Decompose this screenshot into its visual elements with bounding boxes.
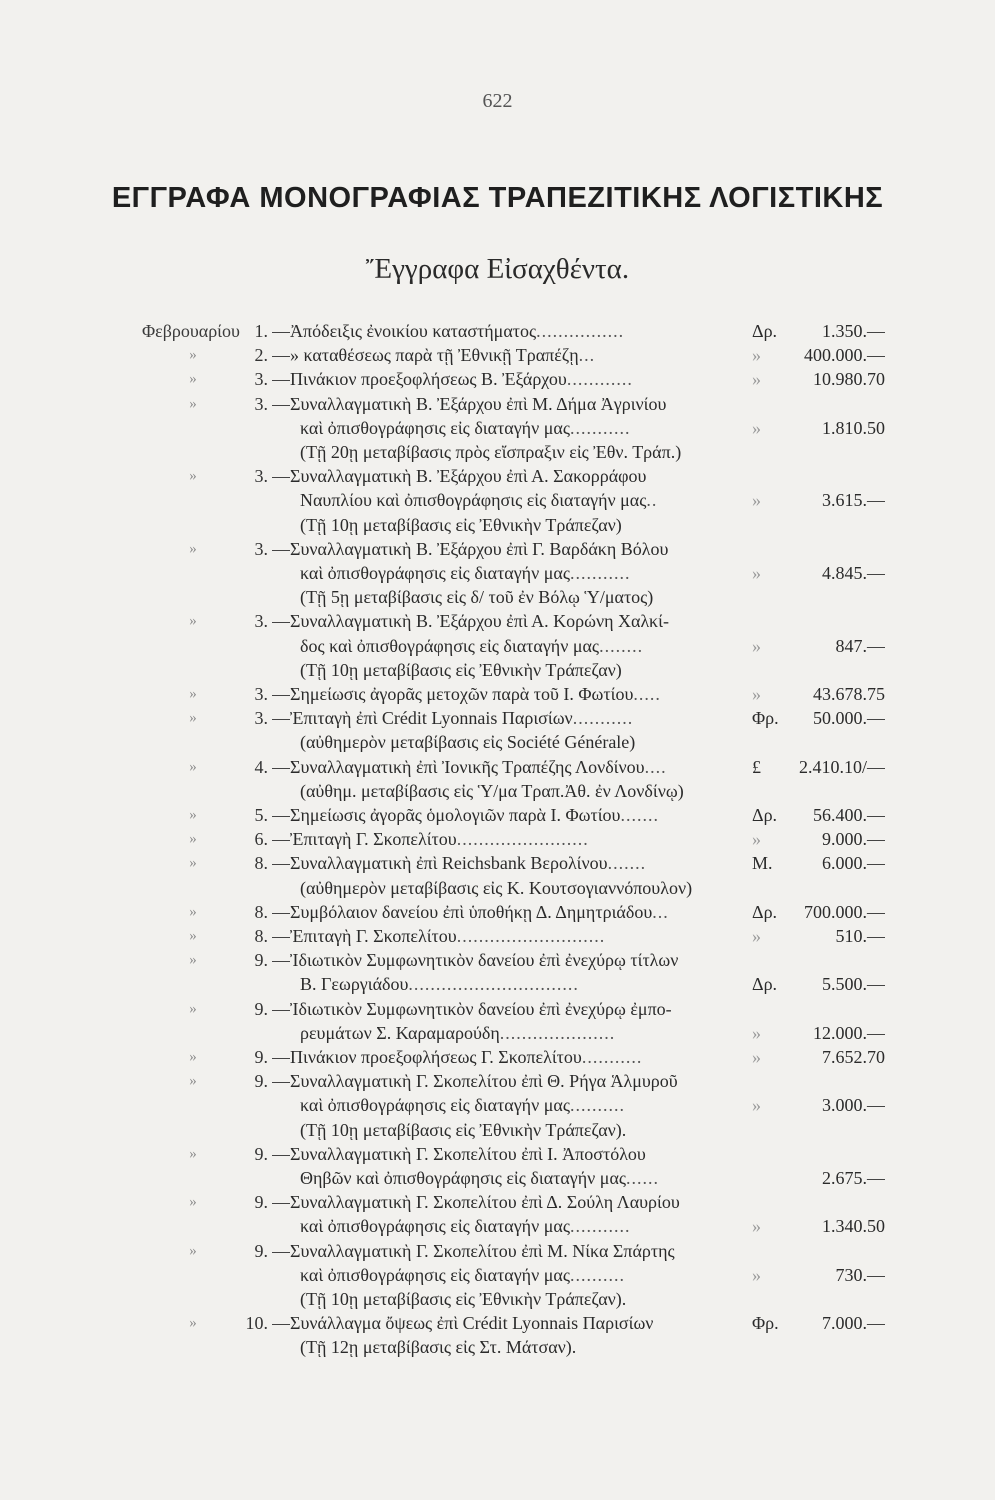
entry-description: (αὐθημερὸν μεταβίβασις εἰς Κ. Κουτσογιαννόπουλον) — [300, 877, 693, 898]
leader-dots: .. — [646, 490, 658, 511]
amount-value: 10.980.70 — [813, 369, 885, 390]
entry-description: Συναλλαγματικὴ Β. Ἐξάρχου ἐπὶ Α. Σακορράφου — [290, 466, 647, 487]
entry-number: 4. — [254, 756, 268, 777]
ditto-mark: » — [189, 1315, 197, 1332]
ditto-mark: » — [189, 686, 197, 702]
entry-dash: — — [272, 466, 290, 487]
entry-description: Ἀπόδειξις ἐνοικίου καταστήματος................ — [290, 321, 625, 341]
entry-dash: — — [272, 1143, 290, 1164]
entry-number: 9. — [254, 1240, 268, 1261]
entry-number: 9. — [254, 998, 268, 1019]
entry-number: 3. — [254, 466, 268, 487]
ditto-mark: » — [189, 613, 197, 630]
entry-dash: — — [272, 708, 290, 729]
entry-description: Β. Γεωργιάδου............................... — [300, 974, 579, 995]
currency-label: » — [752, 1022, 761, 1043]
entry-description: (αὐθημ. μεταβίβασις εἰς Ὑ/μα Τραπ.Ἀθ. ἐν Λονδίνῳ) — [300, 780, 684, 801]
amount-value: 730.— — [835, 1264, 885, 1285]
ditto-mark: » — [189, 1242, 197, 1259]
leader-dots: ... — [652, 901, 669, 922]
leader-dots: ................ — [536, 321, 625, 341]
currency-label: £ — [752, 756, 761, 777]
currency-label: » — [752, 1264, 761, 1285]
currency-label: Δρ. — [752, 805, 778, 825]
entry-description: (Τῇ 10ῃ μεταβίβασις εἰς Ἐθνικὴν Τράπεζαν) — [300, 514, 622, 535]
leader-dots: ............ — [566, 369, 633, 390]
entry-dash: — — [272, 853, 290, 874]
leader-dots: ........... — [569, 417, 631, 438]
entry-description: (Τῇ 5ῃ μεταβίβασις εἰς δ/ τοῦ ἐν Βόλῳ Ὑ/ματος) — [300, 587, 654, 608]
month-label: Φεβρουαρίου — [142, 321, 240, 341]
entry-dash: — — [272, 1192, 290, 1213]
entry-dash: — — [272, 611, 290, 632]
ditto-mark: » — [189, 1194, 197, 1211]
leader-dots: .... — [644, 756, 667, 777]
entry-dash: — — [272, 901, 290, 922]
entry-number: 9. — [254, 1192, 268, 1213]
currency-label: » — [752, 684, 761, 704]
currency-label: » — [752, 926, 761, 946]
entry-description: (Τῇ 12ῃ μεταβίβασις εἰς Στ. Μάτσαν). — [300, 1337, 577, 1358]
entry-number: 10. — [245, 1313, 268, 1334]
leader-dots: ........................... — [456, 926, 606, 946]
currency-label: Δρ. — [752, 974, 778, 995]
section-subtitle: Ἔγγραφα Εἰσαχθέντα. — [365, 253, 630, 285]
entry-description: Ἐπιταγὴ ἐπὶ Crédit Lyonnais Παρισίων........... — [290, 708, 634, 729]
entry-description: Σημείωσις ἀγορᾶς ὁμολογιῶν παρὰ Ι. Φωτίου....... — [290, 805, 659, 825]
ditto-mark: » — [189, 928, 197, 944]
entry-description: Συναλλαγματικὴ Β. Ἐξάρχου ἐπὶ Γ. Βαρδάκη Βόλου — [290, 538, 669, 559]
entry-description: καὶ ὀπισθογράφησις εἰς διαταγήν μας.......... — [300, 1095, 625, 1116]
amount-value: 1.340.50 — [822, 1216, 885, 1237]
entry-number: 9. — [254, 950, 268, 971]
entry-description: (Τῇ 10ῃ μεταβίβασις εἰς Ἐθνικὴν Τράπεζαν). — [300, 1289, 627, 1309]
leader-dots: ....... — [607, 853, 647, 874]
entry-description: Ἐπιταγὴ Γ. Σκοπελίτου........................ — [290, 829, 589, 850]
entry-number: 3. — [254, 369, 268, 390]
entry-description: καὶ ὀπισθογράφησις εἰς διαταγήν μας........... — [300, 417, 631, 438]
document-title: ΕΓΓΡΑΦΑ ΜΟΝΟΓΡΑΦΙΑΣ ΤΡΑΠΕΖΙΤΙΚΗΣ ΛΟΓΙΣΤΙΚΗΣ — [111, 182, 884, 214]
leader-dots: ..... — [633, 684, 661, 704]
entry-number: 8. — [254, 926, 268, 946]
currency-label: » — [752, 563, 761, 583]
amount-value: 7.000.— — [822, 1313, 885, 1334]
entry-number: 5. — [254, 805, 268, 825]
entry-description: Πινάκιον προεξοφλήσεως Β. Ἐξάρχου............ — [290, 369, 633, 390]
entry-description: Ναυπλίου καὶ ὀπισθογράφησις εἰς διαταγήν μας.. — [300, 490, 658, 511]
ditto-mark: » — [189, 831, 197, 848]
currency-label: » — [752, 1047, 761, 1067]
ditto-mark: » — [189, 1000, 197, 1017]
entry-number: 3. — [254, 393, 268, 414]
currency-label: Δρ. — [752, 321, 778, 341]
amount-value: 2.675.— — [822, 1168, 885, 1188]
leader-dots: ..................... — [499, 1022, 616, 1043]
leader-dots: ........... — [581, 1047, 643, 1067]
amount-value: 2.410.10/— — [798, 756, 885, 777]
entry-dash: — — [272, 829, 290, 850]
entry-dash: — — [272, 321, 290, 341]
currency-label: » — [752, 369, 761, 390]
entry-description: (Τῇ 20ῃ μεταβίβασις πρὸς εἴσπραξιν εἰς Ἐθν. Τράπ.) — [300, 442, 682, 462]
entry-description: (Τῇ 10ῃ μεταβίβασις εἰς Ἐθνικὴν Τράπεζαν). — [300, 1119, 627, 1140]
entry-description: (Τῇ 10ῃ μεταβίβασις εἰς Ἐθνικὴν Τράπεζαν) — [300, 659, 622, 680]
entry-number: 3. — [254, 611, 268, 632]
entry-dash: — — [272, 1313, 290, 1334]
ditto-mark: » — [189, 1145, 197, 1162]
leader-dots: .......... — [569, 1264, 625, 1285]
ditto-mark: » — [189, 540, 197, 557]
entry-number: 9. — [254, 1047, 268, 1067]
entry-dash: — — [272, 1240, 290, 1261]
amount-value: 12.000.— — [813, 1022, 885, 1043]
ditto-mark: » — [189, 903, 197, 920]
currency-label: Φρ. — [752, 708, 779, 729]
currency-label: » — [752, 635, 761, 656]
entry-number: 3. — [254, 684, 268, 704]
leader-dots: ........... — [569, 563, 631, 583]
entry-description: Σημείωσις ἀγορᾶς μετοχῶν παρὰ τοῦ Ι. Φωτίου..... — [290, 684, 661, 704]
ditto-mark: » — [189, 710, 197, 727]
ditto-mark: » — [189, 952, 197, 969]
leader-dots: ........................ — [456, 829, 589, 850]
currency-label: » — [752, 829, 761, 850]
entry-dash: — — [272, 1047, 290, 1067]
currency-label: » — [752, 1216, 761, 1237]
entry-description: Συμβόλαιον δανείου ἐπὶ ὑποθήκῃ Δ. Δημητριάδου... — [290, 901, 669, 922]
ditto-mark: » — [189, 855, 197, 872]
leader-dots: ........... — [572, 708, 634, 729]
entry-number: 8. — [254, 901, 268, 922]
amount-value: 4.845.— — [822, 563, 885, 583]
amount-value: 5.500.— — [822, 974, 885, 995]
amount-value: 700.000.— — [804, 901, 885, 922]
entry-dash: — — [272, 998, 290, 1019]
entry-dash: — — [272, 950, 290, 971]
entry-number: 6. — [254, 829, 268, 850]
ditto-mark: » — [189, 1073, 197, 1090]
amount-value: 400.000.— — [804, 345, 885, 366]
amount-value: 510.— — [835, 926, 885, 946]
currency-label: Φρ. — [752, 1313, 779, 1334]
ditto-mark: » — [189, 758, 197, 775]
entry-description: καὶ ὀπισθογράφησις εἰς διαταγήν μας........... — [300, 563, 631, 583]
entry-dash: — — [272, 756, 290, 777]
amount-value: 9.000.— — [822, 829, 885, 850]
entry-description: Συνάλλαγμα ὄψεως ἐπὶ Crédit Lyonnais Παρισίων — [290, 1313, 654, 1334]
entry-number: 9. — [254, 1071, 268, 1092]
leader-dots: ....... — [620, 805, 659, 825]
amount-value: 6.000.— — [822, 853, 885, 874]
entry-dash: — — [272, 684, 290, 704]
entry-description: Συναλλαγματικὴ Γ. Σκοπελίτου ἐπὶ Ι. Ἀποστόλου — [290, 1143, 646, 1164]
amount-value: 56.400.— — [813, 805, 885, 825]
entry-description: Ἰδιωτικὸν Συμφωνητικὸν δανείου ἐπὶ ἐνεχύρῳ ἐμπο- — [290, 998, 672, 1019]
amount-value: 1.810.50 — [822, 417, 885, 438]
entry-description: Θηβῶν καὶ ὀπισθογράφησις εἰς διαταγήν μας...... — [300, 1168, 660, 1188]
entry-description: Συναλλαγματικὴ Γ. Σκοπελίτου ἐπὶ Δ. Σούλη Λαυρίου — [290, 1192, 680, 1213]
leader-dots: ... — [578, 345, 596, 366]
amount-value: 3.000.— — [822, 1095, 885, 1116]
entry-description: Συναλλαγματικὴ Β. Ἐξάρχου ἐπὶ Μ. Δήμα Ἀγρινίου — [290, 393, 667, 414]
entry-number: 8. — [254, 853, 268, 874]
amount-value: 847.— — [835, 635, 885, 656]
entry-description: (αὐθημερὸν μεταβίβασις εἰς Société Générale) — [300, 732, 636, 753]
leader-dots: .......... — [569, 1095, 625, 1116]
page-number: 622 — [482, 90, 513, 112]
entry-number: 3. — [254, 708, 268, 729]
entry-description: καὶ ὀπισθογράφησις εἰς διαταγήν μας.......... — [300, 1264, 625, 1285]
entry-description: Συναλλαγματικὴ Β. Ἐξάρχου ἐπὶ Α. Κορώνη Χαλκί- — [290, 611, 669, 632]
entry-dash: — — [272, 393, 290, 414]
leader-dots: ............................... — [408, 974, 579, 995]
amount-value: 43.678.75 — [813, 684, 885, 704]
entry-description: καὶ ὀπισθογράφησις εἰς διαταγήν μας........... — [300, 1216, 631, 1237]
ditto-mark: » — [189, 395, 197, 412]
entry-dash: — — [272, 369, 290, 390]
ditto-mark: » — [189, 1049, 197, 1065]
entry-description: » καταθέσεως παρὰ τῇ Ἐθνικῇ Τραπέζῃ... — [290, 345, 596, 366]
entry-number: 2. — [254, 345, 268, 366]
ditto-mark: » — [189, 468, 197, 485]
currency-label: » — [752, 1095, 761, 1116]
ditto-mark: » — [189, 371, 197, 388]
entry-description: Ἰδιωτικὸν Συμφωνητικὸν δανείου ἐπὶ ἐνεχύρῳ τίτλων — [290, 950, 679, 971]
entry-dash: — — [272, 1071, 290, 1092]
currency-label: » — [752, 417, 761, 438]
leader-dots: ........... — [569, 1216, 631, 1237]
amount-value: 1.350.— — [822, 321, 885, 341]
entry-dash: — — [272, 926, 290, 946]
amount-value: 3.615.— — [822, 490, 885, 511]
entry-description: Συναλλαγματικὴ Γ. Σκοπελίτου ἐπὶ Θ. Ρήγα Ἁλμυροῦ — [290, 1071, 678, 1092]
entry-description: ρευμάτων Σ. Καραμαρούδη..................... — [300, 1022, 616, 1043]
amount-value: 50.000.— — [813, 708, 885, 729]
entry-dash: — — [272, 345, 290, 366]
currency-label: Δρ. — [752, 901, 778, 922]
entry-description: Συναλλαγματικὴ ἐπὶ Ἰονικῆς Τραπέζης Λονδίνου.... — [290, 756, 667, 777]
entry-number: 1. — [254, 321, 268, 341]
entry-description: Ἐπιταγὴ Γ. Σκοπελίτου........................... — [290, 926, 606, 946]
leader-dots: ...... — [626, 1168, 660, 1188]
amount-value: 7.652.70 — [822, 1047, 885, 1067]
ditto-mark: » — [189, 807, 197, 823]
entry-description: Πινάκιον προεξοφλήσεως Γ. Σκοπελίτου........... — [290, 1047, 643, 1067]
entry-dash: — — [272, 805, 290, 825]
ditto-mark: » — [189, 347, 197, 364]
entry-description: δος καὶ ὀπισθογράφησις εἰς διαταγήν μας........ — [300, 635, 644, 656]
entry-number: 9. — [254, 1143, 268, 1164]
currency-label: » — [752, 345, 761, 366]
currency-label: » — [752, 490, 761, 511]
entry-number: 3. — [254, 538, 268, 559]
entry-dash: — — [272, 538, 290, 559]
currency-label: Μ. — [752, 853, 773, 874]
entry-description: Συναλλαγματικὴ ἐπὶ Reichsbank Βερολίνου....... — [290, 853, 647, 874]
entry-description: Συναλλαγματικὴ Γ. Σκοπελίτου ἐπὶ Μ. Νίκα Σπάρτης — [290, 1240, 675, 1261]
leader-dots: ........ — [599, 635, 644, 656]
